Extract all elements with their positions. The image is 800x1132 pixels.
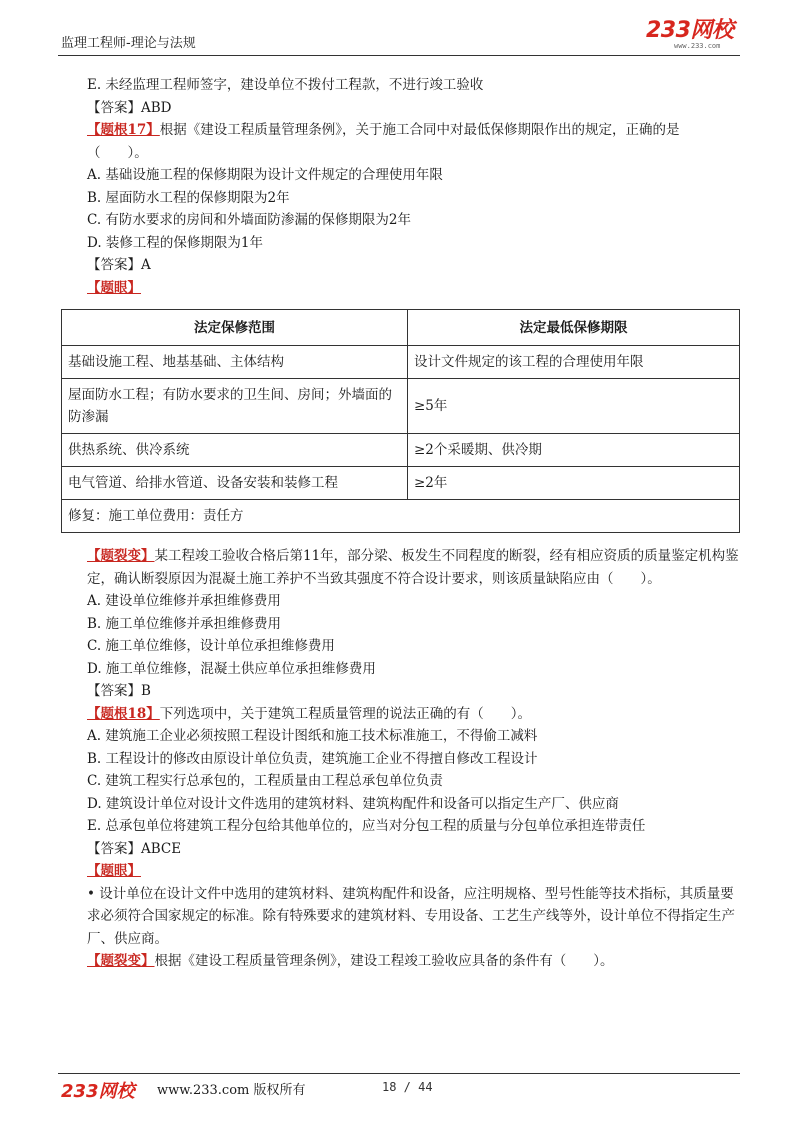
footer-logo[interactable]: 233网校 [61, 1081, 135, 1102]
q18-option-c: C. 建筑工程实行总承包的，工程质量由工程总承包单位负责 [87, 773, 443, 789]
q17-eye-tag: 【题眼】 [87, 279, 141, 296]
q18b-stem: 根据《建设工程质量管理条例》，建设工程竣工验收应具备的条件有（ ）。 [154, 953, 614, 969]
q18-note-text: 设计单位在设计文件中选用的建筑材料、建筑构配件和设备，应注明规格、型号性能等技术指标，其质量要求必须符合国家规定的标准。除有特殊要求的建筑材料、专用设备、工艺生产线等外，设计单位不得指定生产厂、供应商。 [87, 885, 735, 947]
table-cell-scope: 电气管道、给排水管道、设备安装和装修工程 [62, 467, 408, 500]
q17b-answer: 【答案】B [87, 683, 151, 699]
table-footer-cell: 修复：施工单位费用：责任方 [62, 500, 740, 533]
q17b-tag: 【题裂变】 [87, 548, 155, 564]
q18-tag: 【题根18】 [87, 705, 160, 722]
q17b-stem: 某工程竣工验收合格后第11年，部分梁、板发生不同程度的断裂，经有相应资质的质量鉴定机构鉴定，确认断裂原因为混凝土施工养护不当致其强度不符合设计要求，则该质量缺陷应由（ ）。 [87, 548, 739, 587]
table-cell-scope: 基础设施工程、地基基础、主体结构 [62, 346, 408, 379]
q17-tag: 【题根17】 [87, 122, 160, 138]
page-content [61, 74, 740, 973]
table-header-scope: 法定保修范围 [62, 310, 408, 346]
page-number: 18 / 44 [382, 1080, 433, 1094]
table-cell-period: 设计文件规定的该工程的合理使用年限 [408, 346, 740, 379]
q18-question [61, 703, 740, 726]
table-header-period: 法定最低保修期限 [408, 310, 740, 346]
table-cell-period: ≥2年 [408, 467, 740, 500]
bullet-icon: • [87, 885, 95, 902]
q17-answer: 【答案】A [87, 257, 151, 273]
document-header-title: 监理工程师-理论与法规 [61, 36, 196, 51]
brand-logo[interactable] [646, 20, 736, 50]
q17-option-d: D. 装修工程的保修期限为1年 [87, 234, 264, 251]
table-row [62, 379, 740, 434]
footer-divider [58, 1073, 740, 1074]
logo-url: www.233.com [674, 42, 721, 50]
q18-eye-tag: 【题眼】 [87, 863, 141, 879]
q17b-option-a: A. 建设单位维修并承担维修费用 [87, 593, 281, 609]
q17-option-b: B. 屋面防水工程的保修期限为2年 [87, 189, 290, 206]
q17b-option-d: D. 施工单位维修，混凝土供应单位承担维修费用 [87, 660, 376, 677]
warranty-table [61, 309, 740, 533]
q17-question [61, 119, 740, 164]
q18-stem: 下列选项中，关于建筑工程质量管理的说法正确的有（ ）。 [159, 705, 532, 722]
footer-copyright: www.233.com 版权所有 [157, 1083, 306, 1098]
q17-option-a: A. 基础设施工程的保修期限为设计文件规定的合理使用年限 [87, 167, 443, 183]
q17-option-c: C. 有防水要求的房间和外墙面防渗漏的保修期限为2年 [87, 212, 412, 228]
q18-option-b: B. 工程设计的修改由原设计单位负责，建筑施工企业不得擅自修改工程设计 [87, 750, 538, 767]
table-cell-scope: 屋面防水工程；有防水要求的卫生间、房间；外墙面的防渗漏 [62, 379, 408, 434]
q18-note [61, 883, 740, 951]
q17-stem: 根据《建设工程质量管理条例》，关于施工合同中对最低保修期限作出的规定，正确的是（ ）。 [87, 122, 680, 161]
q18b-question [61, 950, 740, 973]
table-cell-period: ≥5年 [408, 379, 740, 434]
q18-option-e: E. 总承包单位将建筑工程分包给其他单位的，应当对分包工程的质量与分包单位承担连带责任 [87, 818, 646, 834]
q17-eye [61, 277, 740, 300]
header-divider [58, 55, 740, 56]
q16-option-e: E. 未经监理工程师签字，建设单位不拨付工程款，不进行竣工验收 [87, 77, 484, 93]
q18-option-a: A. 建筑施工企业必须按照工程设计图纸和施工技术标准施工，不得偷工减料 [87, 728, 538, 744]
table-cell-period: ≥2个采暖期、供冷期 [408, 434, 740, 467]
table-footer-row [62, 500, 740, 533]
q18-option-d: D. 建筑设计单位对设计文件选用的建筑材料、建筑构配件和设备可以指定生产厂、供应商 [87, 795, 619, 812]
table-row [62, 467, 740, 500]
q17b-option-c: C. 施工单位维修，设计单位承担维修费用 [87, 638, 335, 654]
q16-answer: 【答案】ABD [87, 99, 172, 116]
q17b-question [61, 545, 740, 590]
q18-eye [61, 860, 740, 883]
table-row [62, 346, 740, 379]
table-cell-scope: 供热系统、供冷系统 [62, 434, 408, 467]
q18b-tag: 【题裂变】 [87, 953, 155, 969]
logo-wordmark: 233网校 [646, 18, 734, 43]
table-header-row [62, 310, 740, 346]
q18-answer: 【答案】ABCE [87, 840, 182, 857]
table-row [62, 434, 740, 467]
q17b-option-b: B. 施工单位维修并承担维修费用 [87, 615, 282, 632]
